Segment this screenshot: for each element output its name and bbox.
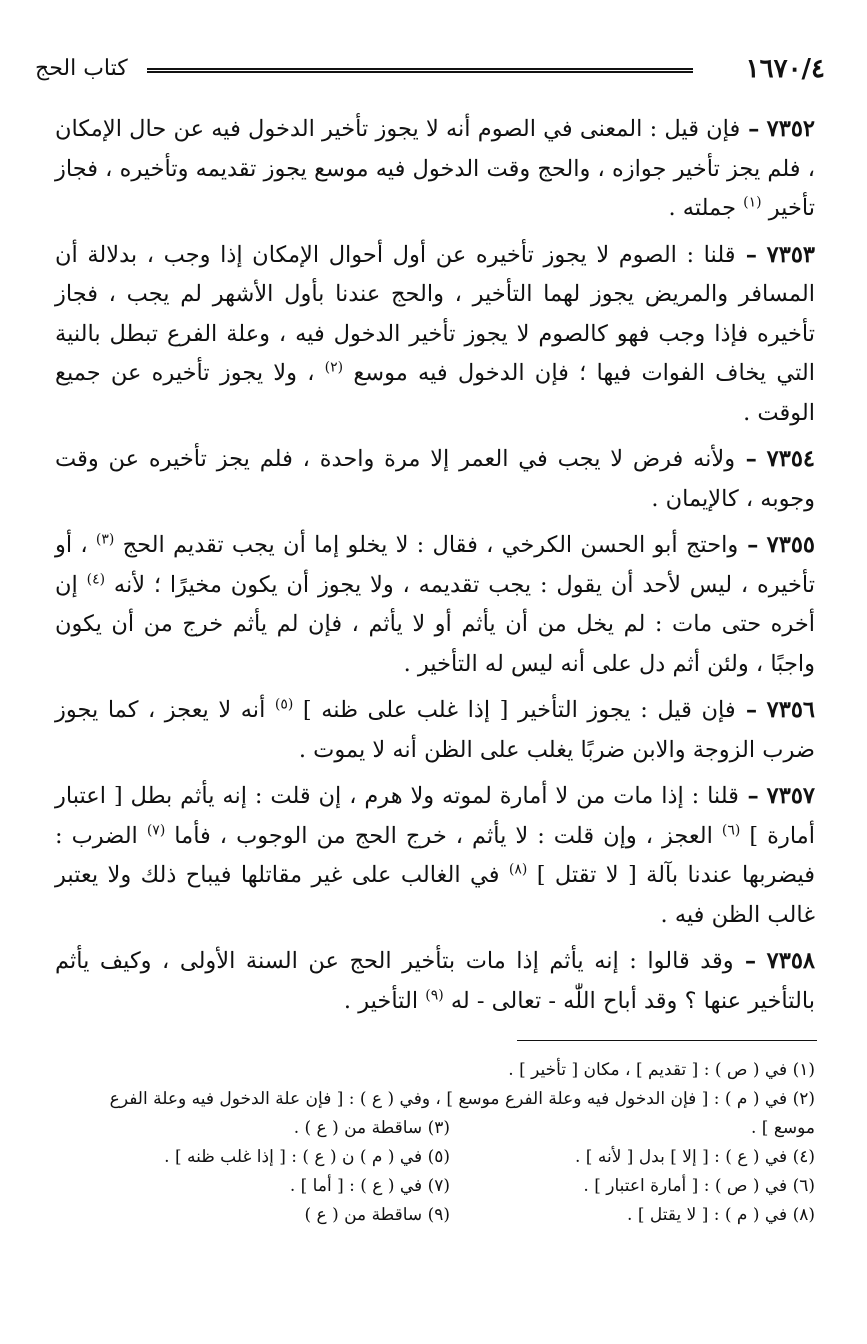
footnote-6: (٦) في ( ص ) : [ أمارة اعتبار ] . [583,1176,815,1196]
footnote-1: (١) في ( ص ) : [ تقديم ] ، مكان [ تأخير ] . [508,1060,815,1080]
footnote-3: (٣) ساقطة من ( ع ) . [293,1118,450,1138]
paragraph-text: في الغالب على غير مقاتلها فيباح ذلك ولا يعتبر غالب الظن فيه . [55,862,815,928]
footnote-4: (٤) في ( ع ) : [ إلا ] بدل [ لأنه ] . [575,1147,815,1167]
paragraph-text: العجز ، وإن قلت : لا يأثم ، خرج الحج من الوجوب ، فأما [165,822,722,849]
header-double-rule [147,68,693,73]
footnote-marker[interactable]: (٩) [425,987,444,1003]
number-dash: – [733,948,757,974]
footnote-marker[interactable]: (٤) [86,571,106,587]
book-title: كتاب الحج [35,56,128,81]
number-dash: – [740,116,760,142]
paragraph-number: ٧٣٥٢ [766,116,815,142]
footnote-marker[interactable]: (٧) [146,822,166,838]
paragraph-text: قلنا : الصوم لا يجوز تأخيره عن أول أحوال الإمكان إذا وجب ، بدلالة أن المسافر والمريض يجوز لهما التأخير ، والحج عندنا بأول الأشهر لم يجب ، فجاز تأخيره فإذا وجب فهو كالصوم لا يجوز تأخير الدخول فيه ، وعلة الفرع تبطل بالنية التي يخاف الفوات فيها ؛ فإن الدخول فيه موسع [55,241,815,386]
paragraph-7354 [55,440,815,519]
paragraph-text: ، ولا يجوز تأخيره عن جميع الوقت . [55,360,815,426]
paragraph-text: وقد قالوا : إنه يأثم إذا مات بتأخير الحج عن السنة الأولى ، وكيف يأثم بالتأخير عنها ؟ وقد أباح اللّٰه - تعالى - له [55,948,815,1014]
paragraph-number: ٧٣٥٦ [766,697,815,723]
footnote-marker[interactable]: (٣) [95,531,115,548]
number-dash: – [735,446,757,472]
paragraph-text: إن أخره حتى مات : لم يخل من أن يأثم أو لا يأثم ، فإن لم يأثم خرج من أن يكون واجبًا ، ولئن أثم دل على أنه ليس له التأخير . [55,571,815,677]
paragraph-text: جملته . [668,195,744,221]
footnote-marker[interactable]: (٨) [508,861,528,878]
paragraph-7356 [55,691,815,770]
paragraph-text: فإن قيل : المعنى في الصوم أنه لا يجوز تأخير الدخول فيه عن حال الإمكان ، فلم يجز تأخير جوازه ، والحج وقت الدخول فيه موسع يجوز تقديمه وتأخيره ، فجاز تأخير [55,116,815,221]
footnote-marker[interactable]: (٥) [274,696,294,713]
paragraph-number: ٧٣٥٧ [766,783,815,809]
paragraph-7355 [55,526,815,684]
paragraph-7358 [55,942,815,1021]
number-dash: – [738,532,759,558]
footnote-8: (٨) في ( م ) : [ لا يقتل ] . [627,1205,815,1225]
footnote-row [55,1201,815,1230]
paragraph-number: ٧٣٥٤ [766,446,815,472]
number-dash: – [738,783,759,809]
paragraph-text: واحتج أبو الحسن الكرخي ، فقال : لا يخلو إما أن يجب تقديم الحج [114,532,739,558]
paragraph-text: الضرب : فيضربها عندنا بآلة [ لا تقتل ] [55,822,815,888]
footnote-separator [517,1040,817,1041]
footnote-row [55,1143,815,1172]
number-dash: – [735,241,758,268]
paragraph-text: قلنا : إذا مات من لا أمارة لموته ولا هرم ، إن قلت : إنه يأثم بطل [ اعتبار أمارة ] [55,783,815,849]
paragraph-number: ٧٣٥٥ [766,532,816,558]
footnote-5: (٥) في ( م ) ن ( ع ) : [ إذا غلب ظنه ] . [164,1147,450,1167]
paragraph-number: ٧٣٥٣ [766,241,815,268]
paragraph-text: ولأنه فرض لا يجب في العمر إلا مرة واحدة ، فلم يجز تأخيره عن وقت وجوبه ، كالإيمان . [55,446,815,512]
paragraph-7357 [55,777,815,935]
paragraph-7352 [55,110,815,229]
paragraph-text: ، أو تأخيره ، ليس لأحد أن يقول : يجب تقديمه ، ولا يجوز أن يكون مخيرًا ؛ لأنه [55,532,815,598]
footnote-2: (٢) في ( م ) : [ فإن الدخول فيه وعلة الفرع موسع ] ، وفي ( ع ) : [ فإن علة الدخول فيه وعلة الفرع [109,1089,815,1109]
footnotes [55,1056,815,1230]
footnote-marker[interactable]: (١) [743,194,762,211]
paragraph-number: ٧٣٥٨ [766,948,815,974]
footnote-9: (٩) ساقطة من ( ع ) [304,1205,450,1225]
footnote-row [55,1114,815,1143]
paragraph-text: التأخير . [343,987,426,1014]
paragraph-text: أنه لا يعجز ، كما يجوز ضرب الزوجة والابن ضربًا يغلب على الظن أنه لا يموت . [55,697,815,763]
footnote-marker[interactable]: (٦) [721,822,741,838]
paragraph-text: فإن قيل : يجوز التأخير [ إذا غلب على ظنه ] [293,697,736,723]
footnote-marker[interactable]: (٢) [324,359,344,376]
number-dash: – [735,697,758,723]
footnote-7: (٧) في ( ع ) : [ أما ] . [289,1176,450,1196]
paragraph-7353 [55,236,815,434]
running-head [35,52,825,86]
footnote-2-continued: موسع ] . [750,1118,815,1138]
main-text [55,110,815,1028]
footnote-row [55,1172,815,1201]
page-number: ١٦٧٠/٤ [745,54,825,84]
